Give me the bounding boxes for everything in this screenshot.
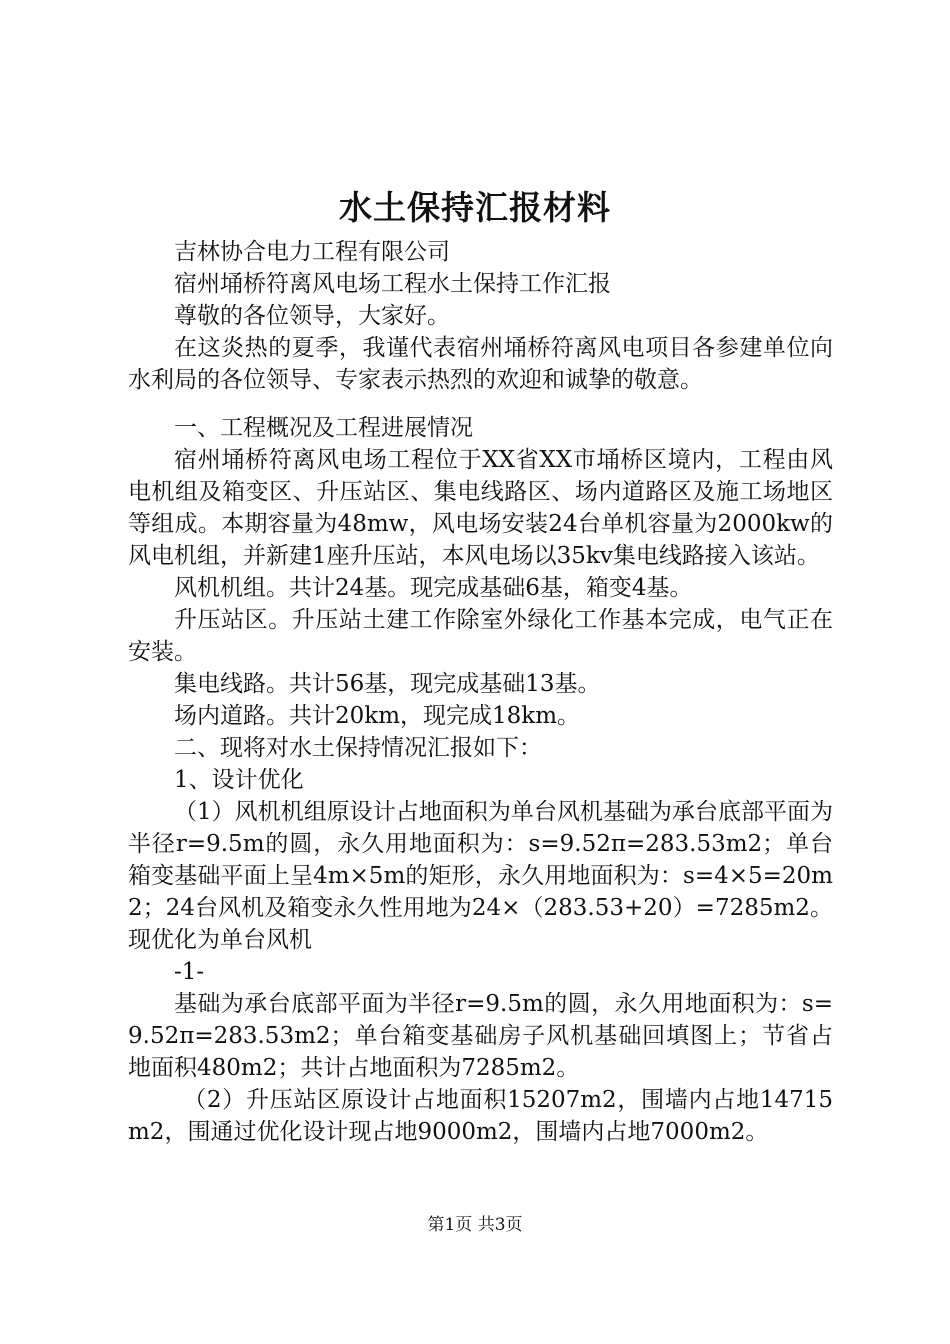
salutation: 尊敬的各位领导，大家好。	[174, 303, 450, 329]
project-overview-paragraph: 宿州埇桥符离风电场工程位于XX省XX市埇桥区境内，工程由风电机组及箱变区、升压站区、集电线路区、场内道路区及施工场地区等组成。本期容量为48mw，风电场安装24台单机容量为2000kw的风电机组，并新建1座升压站，本风电场以35kv集电线路接入该站。	[128, 447, 833, 569]
road-progress: 场内道路。共计20km，现完成18km。	[174, 703, 581, 729]
document-body	[128, 236, 833, 1148]
company-name: 吉林协合电力工程有限公司	[174, 239, 450, 265]
collector-line-progress: 集电线路。共计56基，现完成基础13基。	[174, 671, 601, 697]
opening-paragraph: 在这炎热的夏季，我谨代表宿州埇桥符离风电项目各参建单位向水利局的各位领导、专家表示热烈的欢迎和诚挚的敬意。	[128, 335, 833, 393]
page-footer: 第1页 共3页	[427, 1215, 523, 1235]
inline-page-marker: -1-	[174, 959, 205, 985]
section-heading-2: 二、现将对水土保持情况汇报如下：	[174, 735, 542, 761]
substation-progress: 升压站区。升压站土建工作除室外绿化工作基本完成，电气正在安装。	[128, 607, 833, 665]
document-title: 水土保持汇报材料	[339, 188, 611, 227]
wind-turbine-progress: 风机机组。共计24基。现完成基础6基，箱变4基。	[174, 575, 693, 601]
report-subtitle: 宿州埇桥符离风电场工程水土保持工作汇报	[174, 271, 611, 297]
design-optimization-2: （2）升压站区原设计占地面积15207m2，围墙内占地14715m2，围通过优化设计现占地9000m2，围墙内占地7000m2。	[128, 1087, 833, 1145]
design-optimization-1-continued: 基础为承台底部平面为半径r=9.5m的圆，永久用地面积为：s=9.52π=283.53m2；单台箱变基础房子风机基础回填图上；节省占地面积480m2；共计占地面积为7285m2。	[128, 991, 833, 1081]
section-heading-1: 一、工程概况及工程进展情况	[174, 415, 473, 441]
subsection-heading-design: 1、设计优化	[174, 767, 304, 793]
design-optimization-1: （1）风机机组原设计占地面积为单台风机基础为承台底部平面为半径r=9.5m的圆，永久用地面积为：s=9.52π=283.53m2；单台箱变基础平面上呈4m×5m的矩形，永久用地面积为：s=4×5=20m2；24台风机及箱变永久性用地为24×（283.53+20）=7285m2。现优化为单台风机	[128, 799, 833, 953]
